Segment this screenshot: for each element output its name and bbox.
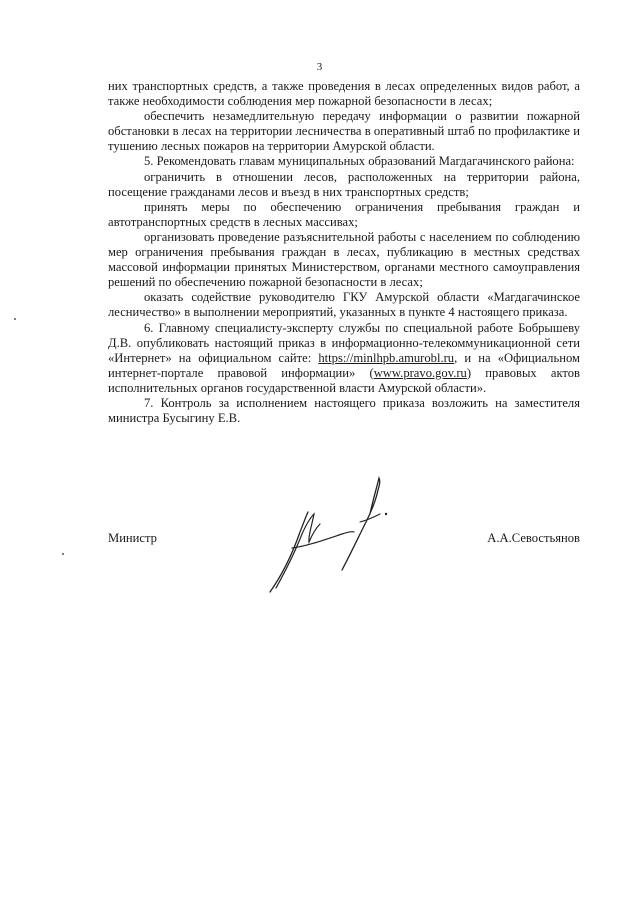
paragraph [108,200,580,230]
url-link[interactable]: https://minlhpb.amurobl.ru [318,350,455,365]
paragraph [108,109,580,154]
page-number: 3 [316,61,323,73]
url-link[interactable]: www.pravo.gov.ru [373,365,467,380]
paragraph [108,79,580,109]
signer-title: Министр [108,531,157,545]
paragraph [108,154,580,169]
paragraph-text: обеспечить незамедлительную передачу информации о развитии пожарной обстановки в лесах на территории лесничества в оперативный штаб по профилактике и тушению лесных пожаров на территории Амурской области. [108,109,580,154]
paragraph-text: , и на «Официальном интернет-портале правовой информации» ( [108,350,580,380]
paragraph [108,230,580,290]
paragraph-text: 6. Главному специалисту-эксперту службы по специальной работе Бобрышеву Д.В. опубликовать настоящий приказ в информационно-телекоммуникационной сети «Интернет» на официальном сайте: [108,320,580,365]
scan-speck [62,553,64,555]
signer-name: А.А.Севостьянов [487,531,580,545]
paragraph [108,396,580,426]
paragraph-text: ) правовых актов исполнительных органов государственной власти Амурской области». [108,365,580,395]
paragraph [108,170,580,200]
paragraph-text: ограничить в отношении лесов, расположенных на территории района, посещение гражданами лесов и въезд в них транспортных средств; [108,169,580,199]
paragraph-text: принять меры по обеспечению ограничения пребывания граждан и автотранспортных средств в лесных массивах; [108,199,580,229]
paragraph [108,321,580,396]
document-body [108,79,580,426]
paragraph-text: оказать содействие руководителю ГКУ Амурской области «Магдагачинское лесничество» в выполнении мероприятий, указанных в пункте 4 настоящего приказа. [108,290,580,320]
paragraph-text: 5. Рекомендовать главам муниципальных образований Магдагачинского района: [144,154,575,169]
handwritten-signature [262,470,402,600]
paragraph-text: 7. Контроль за исполнением настоящего приказа возложить на заместителя министра Бусыгину Е.В. [108,395,580,426]
paragraph [108,290,580,320]
paragraph-text: организовать проведение разъяснительной работы с населением по соблюдению мер ограничения пребывания граждан в лесах, публикацию в местных средствах массовой информации принятых Министерством, органами местного самоуправления решений по обеспечению пожарной безопасности в лесах; [108,229,580,290]
paragraph-text: них транспортных средств, а также проведения в лесах определенных видов работ, а также необходимости соблюдения мер пожарной безопасности в лесах; [108,79,580,109]
scan-speck [14,318,16,320]
